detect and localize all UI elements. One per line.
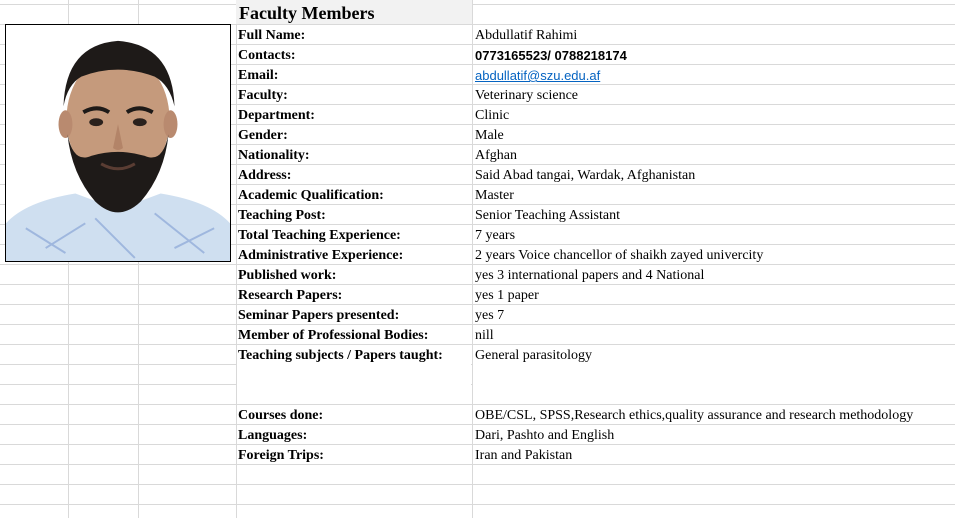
table-row bbox=[236, 325, 955, 345]
table-row bbox=[236, 285, 955, 305]
field-value: 7 years bbox=[475, 228, 516, 243]
field-value: nill bbox=[475, 328, 494, 343]
field-value: Veterinary science bbox=[475, 88, 578, 103]
table-row bbox=[236, 245, 955, 265]
field-label: Address: bbox=[238, 168, 292, 183]
table-row bbox=[236, 105, 955, 125]
field-value: Clinic bbox=[475, 108, 510, 123]
table-row bbox=[236, 345, 955, 365]
grid-line-h bbox=[0, 4, 955, 5]
email-link[interactable]: abdullatif@szu.edu.af bbox=[475, 68, 601, 83]
grid-line-h bbox=[0, 504, 955, 505]
field-value: Dari, Pashto and English bbox=[475, 428, 615, 443]
table-row bbox=[236, 165, 955, 185]
field-label: Department: bbox=[238, 108, 315, 123]
table-row bbox=[236, 425, 955, 445]
field-label: Total Teaching Experience: bbox=[238, 228, 401, 243]
table-row bbox=[236, 205, 955, 225]
field-value: Abdullatif Rahimi bbox=[475, 28, 578, 43]
field-label: Gender: bbox=[238, 128, 288, 143]
field-label: Administrative Experience: bbox=[238, 248, 404, 263]
table-row bbox=[236, 65, 955, 85]
field-value: yes 3 international papers and 4 National bbox=[475, 268, 705, 283]
field-value: Master bbox=[475, 188, 514, 203]
table-row bbox=[236, 225, 955, 245]
field-value: Male bbox=[475, 128, 504, 143]
field-label: Seminar Papers presented: bbox=[238, 308, 400, 323]
table-row bbox=[236, 265, 955, 285]
field-label: Foreign Trips: bbox=[238, 448, 324, 463]
table-row bbox=[236, 85, 955, 105]
profile-photo bbox=[5, 24, 231, 262]
field-label: Faculty: bbox=[238, 88, 288, 103]
table-row bbox=[236, 145, 955, 165]
field-value: Said Abad tangai, Wardak, Afghanistan bbox=[475, 168, 696, 183]
field-value: 0773165523/ 0788218174 bbox=[475, 48, 627, 63]
field-value bbox=[475, 65, 955, 85]
table-row bbox=[236, 25, 955, 45]
field-value: General parasitology bbox=[475, 348, 593, 363]
field-value: Afghan bbox=[475, 148, 517, 163]
field-value: yes 7 bbox=[475, 308, 505, 323]
field-label: Academic Qualification: bbox=[238, 188, 384, 203]
grid-line-h bbox=[0, 484, 955, 485]
table-row bbox=[236, 185, 955, 205]
field-label: Research Papers: bbox=[238, 288, 343, 303]
field-value: OBE/CSL, SPSS,Research ethics,quality assurance and research methodology bbox=[475, 408, 914, 423]
page-title: Faculty Members bbox=[236, 0, 472, 24]
field-label: Teaching subjects / Papers taught: bbox=[238, 348, 443, 363]
field-label: Nationality: bbox=[238, 148, 310, 163]
field-value: Senior Teaching Assistant bbox=[475, 208, 620, 223]
portrait-image bbox=[6, 25, 230, 261]
table-row bbox=[236, 445, 955, 465]
table-row bbox=[236, 45, 955, 65]
table-row bbox=[236, 125, 955, 145]
field-label: Full Name: bbox=[238, 28, 306, 43]
field-label: Email: bbox=[238, 68, 279, 83]
field-label: Languages: bbox=[238, 428, 308, 443]
table-row bbox=[236, 305, 955, 325]
field-label: Contacts: bbox=[238, 48, 296, 63]
field-label: Published work: bbox=[238, 268, 337, 283]
field-label: Member of Professional Bodies: bbox=[238, 328, 429, 343]
field-value: 2 years Voice chancellor of shaikh zayed univercity bbox=[475, 248, 764, 263]
table-row bbox=[236, 405, 955, 425]
field-value: yes 1 paper bbox=[475, 288, 539, 303]
field-label: Courses done: bbox=[238, 408, 324, 423]
field-label: Teaching Post: bbox=[238, 208, 326, 223]
field-value: Iran and Pakistan bbox=[475, 448, 573, 463]
